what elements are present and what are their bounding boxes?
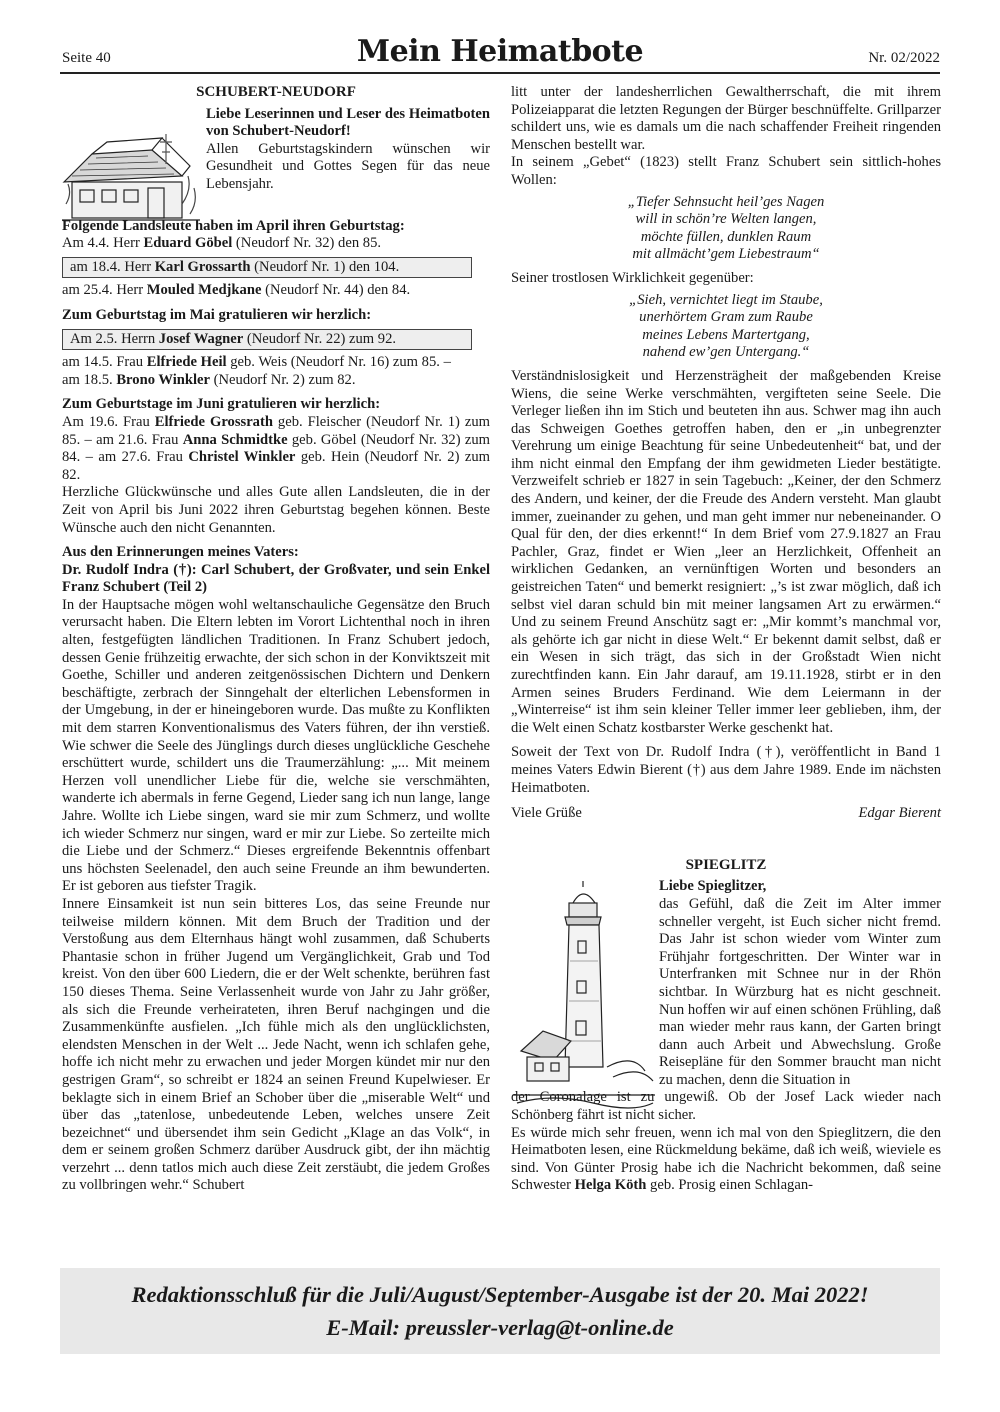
spieglitz-intro — [659, 878, 941, 1089]
tower-illustration — [513, 881, 655, 1113]
spieglitz-greeting: Liebe Spieglitzer, — [659, 878, 767, 895]
birthday-may-3: am 18.5. Brono Winkler (Neudorf Nr. 2) zum 82. — [62, 371, 356, 388]
poem-line: „Tiefer Sehnsucht heil’ges Nagen — [627, 193, 825, 210]
birthday-april-2-highlight: am 18.4. Herr Karl Grossarth (Neudorf Nr. 1) den 104. — [62, 257, 472, 279]
issue-number: Nr. 02/2022 — [868, 50, 940, 66]
page-number: Seite 40 — [62, 50, 111, 66]
birthday-april-3: am 25.4. Herr Mouled Medjkane (Neudorf Nr. 44) den 84. — [62, 282, 411, 299]
spieglitz-title: SPIEGLITZ — [685, 856, 767, 873]
birthday-april-1: Am 4.4. Herr Eduard Göbel (Neudorf Nr. 32) den 85. — [62, 235, 382, 252]
article-heading: Aus den Erinnerungen meines Vaters: — [62, 544, 299, 561]
farmhouse-illustration — [62, 124, 200, 224]
greeting-wishes: Allen Geburtstagskindern wünschen wir Gesundheit und Gottes Segen für das neue Lebensjahr. — [206, 140, 490, 192]
greeting-salutation: Liebe Leserinnen und Leser des Heimatboten von Schubert-Neudorf! — [206, 105, 490, 140]
birthday-may-1-highlight: Am 2.5. Herrn Josef Wagner (Neudorf Nr. 22) zum 92. — [62, 329, 472, 351]
april-heading: Folgende Landsleute haben im April ihren Geburtstag: — [62, 217, 405, 234]
header-rule — [60, 72, 940, 74]
article-subheading: Dr. Rudolf Indra (†): Carl Schubert, der Großvater, und sein Enkel Franz Schubert (Teil 2) — [62, 561, 490, 596]
contact-email: E-Mail: preussler-verlag@t-online.de — [326, 1315, 674, 1340]
spieglitz-text-2: der Coronalage ist zu ungewiß. Ob der Josef Lack wieder nach Schönberg fährt ist nicht sicher. — [511, 1089, 941, 1124]
signature-row — [511, 805, 941, 823]
spieglitz-section — [511, 857, 941, 1195]
june-heading: Zum Geburtstage im Juni gratulieren wir herzlich: — [62, 396, 381, 413]
right-column — [511, 84, 941, 1195]
article-paragraph-7: Soweit der Text von Dr. Rudolf Indra (†), veröffentlicht in Band 1 meines Vaters Edwin Bierent (†) aus dem Jahre 1989. Ende im nächsten Heimatboten. — [511, 744, 941, 796]
birthday-closing: Herzliche Glückwünsche und alles Gute allen Landsleuten, die in der Zeit von April bis Juni 2022 ihren Geburtstag begehen können. Beste Wünsche auch den nicht Genannten. — [62, 484, 490, 536]
poem-line: mit allmächt’gem Liebestraum“ — [632, 246, 820, 263]
article-paragraph-4: In seinem „Gebet“ (1823) stellt Franz Schubert sein sittlich-hohes Wollen: — [511, 154, 941, 188]
sign-author: Edgar Bierent — [858, 805, 941, 822]
deadline-banner — [60, 1268, 940, 1354]
page-header — [0, 0, 1000, 80]
poem-line: meines Lebens Martertgang, — [642, 326, 810, 343]
deadline-text: Redaktionsschluß für die Juli/August/September-Ausgabe ist der 20. Mai 2022! — [131, 1282, 869, 1307]
poem-reality — [511, 292, 941, 362]
birthday-may-2: am 14.5. Frau Elfriede Heil geb. Weis (Neudorf Nr. 16) zum 85. – — [62, 354, 451, 371]
poem-line: will in schön’re Welten langen, — [635, 211, 817, 228]
article-paragraph-5: Seiner trostlosen Wirklichkeit gegenüber: — [511, 269, 754, 286]
poem-line: unerhörtem Gram zum Raube — [639, 309, 813, 326]
birthday-june: Am 19.6. Frau Elfriede Grossrath geb. Fleischer (Neudorf Nr. 1) zum 85. – am 21.6. Frau Anna Schmidtke geb. Göbel (Neudorf Nr. 32) zum 84. – am 27.6. Frau Christel Winkler geb. Hein (Neudorf Nr. 2) zum 82. — [62, 413, 490, 483]
article-paragraph-6: Verständnislosigkeit und Herzensträgheit der maßgebenden Kreise Wiens, die seine Werke verschmähten, vergifteten seine Seele. Die Verleger ließen ihn im Stich und beuteten ihn aus. Schwer mag ihn auch das Schweigen Goethes getroffen haben, den er „in unbegrenzter Verehrung um einige Beachtung für seine Unbedeutenheit“ bat, und der ihm nicht einmal den Empfang der ihm gewidmeten Lieder bestätigte. Verzweifelt schrieb er 1827 in sein Tagebuch: „Keiner, der den Schmerz des Andern, und keiner, der die Freude des Andern versteht. Man glaubt immer, zueinander zu gehen, und man geht immer nur nebeneinander. O Qual für den, der dies erkennt!“ In dem Brief vom 27.9.1827 an Frau Pachler, Graz, findet er Wien „leer an Herzlichkeit, Offenheit an wirklichen Gedanken, an vernünftigen Worten und besonders an geistreichen Taten“ und bemerkt resigniert: „’s ist zwar möglich, daß ich selbst viel daran schuld bin mit meiner langsamen Art zu erwärmen.“ Und zu seinem Freund Anschütz sagt er: „Mir kommt’s manchmal vor, als gehörte ich gar nicht in diese Welt.“ Er bekennt damit selbst, daß er ein Wesen in sich trägt, das sich in der Großstadt Wien nicht zurechtfinden kann. Ein Jahr darauf, am 19.11.1928, stirbt er in den Armen seines Bruders Ferdinand. Wie dem Leiermann in der „Winterreise“ ist ihm sein kleiner Teller immer leer geblieben, ihm, der die Welt einen Schatz kostbarster Werke geschenkt hat. — [511, 367, 941, 736]
schubert-neudorf-title: SCHUBERT-NEUDORF — [196, 84, 356, 100]
article-paragraph-3: litt unter der landesherrlichen Gewaltherrschaft, die mit ihrem Polizeiapparat die letzten Regungen der Bürger beschnüffelte. Grillparzer schildert uns, wie es damals um die nach schaffender Freiheit ringenden Menschen bestellt war. — [511, 84, 941, 153]
sign-greeting: Viele Grüße — [511, 805, 582, 822]
poem-line: möchte füllen, dunklen Raum — [640, 228, 812, 245]
article-paragraph-1: In der Hauptsache mögen wohl weltanschauliche Gegensätze den Bruch verursacht haben. Die Eltern lebten im Vorort Lichtenthal noch in ihren alten, festgefügten ländlichen Traditionen. In Franz Schubert jedoch, dessen Genie frühzeitig erwachte, der sich schon in der Konviktszeit mit Goethe, Schiller und anderen zeitgenössischen Dichtern und Denkern beschäftigte, zerbrach der Sinngehalt der elterlichen Lebensformen in der Umgebung, in der er hineingeboren wurde. Das mußte zu Konflikten mit dem starren Konventionalismus des Vaters führen, der ihn verstieß. Wie schwer die Seele des Jünglings durch dieses unglückliche Geschehe erschüttert wurde, schildert uns die Traumerzählung: „... Mit meinem Herzen voll unendlicher Liebe für die, welche sie verschmähten, wanderte ich abermals in ferne Gegend, Lieder sang ich nun lange, lange Jahre. Wollte ich Liebe singen, ward sie mir zum Schmerz, und wollte ich wieder Schmerz nur singen, ward er mir zur Liebe. So zerteilte mich die Liebe und der Schmerz.“ Dieses ergreifende Bekenntnis offenbart uns höchsten Seelenadel, den auch seine Freunde an ihm bewunderten. Er ist geboren aus tiefster Tragik. — [62, 596, 490, 895]
poem-line: nahend ew’gen Untergang.“ — [642, 344, 810, 361]
poem-prayer — [511, 194, 941, 264]
schubert-greeting-block — [62, 106, 490, 218]
spieglitz-text-1: das Gefühl, daß die Zeit im Alter immer schneller vergeht, ist Euch sicher nicht fremd. Das Jahr ist schon wieder vom Winter zum Frühjahr fortgeschritten. Der Winter war in Unterfranken mit Schnee nur in der Rhön sichtbar. In Würzburg hat es nicht geschneit. Nun hoffen wir auf einen schönen Frühling, daß man wieder mehr raus kann, der Garten bringt dann auch Arbeit und Abwechslung. Große Reisepläne für den Sommer braucht man nicht zu machen, denn die Situation in — [659, 895, 941, 1088]
poem-line: „Sieh, vernichtet liegt im Staube, — [629, 291, 823, 308]
left-column — [62, 84, 490, 1195]
spieglitz-text-3: Es würde mich sehr freuen, wenn ich mal von den Spieglitzern, die den Heimatboten lesen, eine Rückmeldung bekäme, daß ich weiß, wieviele es sind. Von Günter Prosig habe ich die Nachricht bekommen, daß seine Schwester Helga Köth geb. Prosig einen Schlagan- — [511, 1124, 941, 1194]
schubert-greeting — [206, 106, 490, 194]
masthead-title: Mein Heimatbote — [356, 34, 644, 69]
may-heading: Zum Geburtstag im Mai gratulieren wir herzlich: — [62, 306, 372, 323]
article-paragraph-2: Innere Einsamkeit ist nun sein bitteres Los, das seine Freunde nur teilweise mildern können. Mit dem Bruch der Tradition und der Verstoßung aus dem Elternhaus hängt wohl zusammen, daß Schuberts Phantasie schon in früher Jugend um Vergänglichkeit, Grab und Tod kreist. Von den über 600 Liedern, die er der Welt schenkte, berühren fast 150 dieses Thema. Seine Verlassenheit wurde von Jahr zu Jahr größer, als sich die Freunde verheirateten, ihren Beruf nachgingen und die Zusammenkünfte ausfielen. „Ich fühle mich als den unglücklichsten, elendsten Menschen in der Welt ... Jede Nacht, wenn ich schlafen gehe, hoffe ich nicht mehr zu erwachen und jeder Morgen kündet mir nur den gestrigen Gram“, so schreibt er 1824 an seinen Freund Kupelwieser. Er beklagte sich in einem Brief an Schober über die „miserable Welt“ und über das „tatenlose, unbedeutende Leben, welches unsere Zeit bezeichnet“ und übersendet ihm sein Gedicht „Klage an das Volk“, in dem er seinem großen Schmerz darüber Ausdruck gibt, der ihn mächtig verzehrt ... denn tatlos mich auch diese Zeit zerstäubt, die jedem Großes zu vollbringen wehr.“ Schubert — [62, 895, 490, 1194]
